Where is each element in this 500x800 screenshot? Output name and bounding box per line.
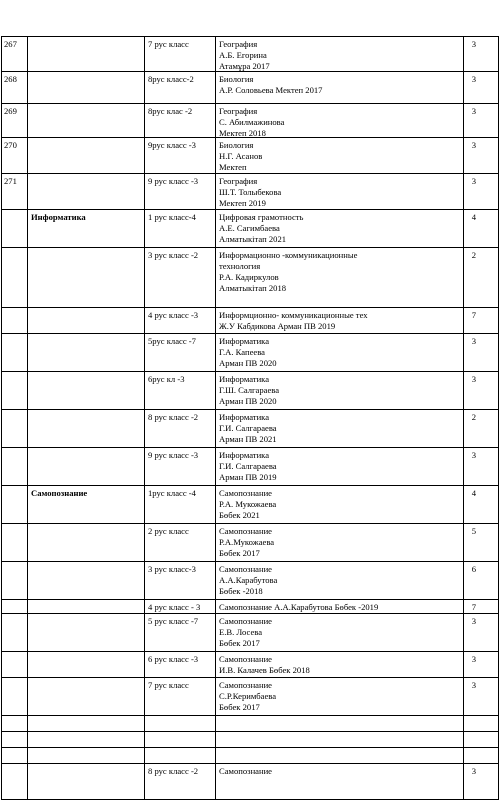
- class-cell: 8 рус класс -2: [145, 764, 216, 799]
- book-line: Информационно -коммуникационные: [219, 250, 358, 260]
- class-cell: 2 рус класс: [145, 524, 216, 561]
- class-cell: 5рус класс -7: [145, 334, 216, 371]
- quantity-cell: 5: [464, 524, 499, 561]
- row-number-cell: [1, 716, 28, 731]
- book-cell: [216, 372, 464, 409]
- class-cell: [145, 716, 216, 731]
- book-line: Цифровая грамотность: [219, 212, 304, 222]
- book-cell: [216, 562, 464, 599]
- row-number-cell: [1, 614, 28, 651]
- book-cell: [216, 308, 464, 333]
- book-line: Информционно- коммуникационные тех: [219, 310, 368, 320]
- quantity-cell: 3: [464, 334, 499, 371]
- table-row: [1, 764, 499, 800]
- book-line: Самопознание: [219, 564, 272, 574]
- section-cell: [28, 732, 145, 747]
- class-cell: [145, 732, 216, 747]
- quantity-cell: 3: [464, 174, 499, 209]
- book-line: С.Р.Керимбаева: [219, 691, 277, 701]
- row-number-cell: [1, 764, 28, 799]
- table-row: [1, 614, 499, 652]
- row-number-cell: 270: [1, 138, 28, 173]
- book-cell: [216, 678, 464, 715]
- quantity-cell: 3: [464, 652, 499, 677]
- section-cell: [28, 138, 145, 173]
- section-cell: [28, 308, 145, 333]
- book-line: География: [219, 106, 258, 116]
- book-cell: [216, 524, 464, 561]
- table-row: [1, 562, 499, 600]
- row-number-cell: [1, 748, 28, 763]
- quantity-cell: 2: [464, 410, 499, 447]
- class-cell: 8рус клас -2: [145, 104, 216, 137]
- table-row: [1, 334, 499, 372]
- book-line: Самопознание: [219, 680, 272, 690]
- book-line: Алматыкітап 2018: [219, 283, 287, 293]
- book-line: Мектеп: [219, 162, 247, 172]
- book-line: Ж.У Кабдикова Арман ПВ 2019: [219, 321, 336, 331]
- class-cell: 9рус класс -3: [145, 138, 216, 173]
- book-line: Арман ПВ 2019: [219, 472, 277, 482]
- class-cell: 4 рус класс -3: [145, 308, 216, 333]
- book-line: Р.А. Мукожаева: [219, 499, 277, 509]
- quantity-cell: 4: [464, 486, 499, 523]
- class-cell: 3 рус класс-3: [145, 562, 216, 599]
- quantity-cell: 3: [464, 448, 499, 485]
- book-cell: [216, 600, 464, 613]
- book-line: Самопознание А.А.Карабутова Бөбек -2019: [219, 602, 379, 612]
- section-cell: [28, 372, 145, 409]
- section-cell: Самопознание: [28, 486, 145, 523]
- section-cell: [28, 562, 145, 599]
- book-line: Мектеп 2018: [219, 128, 266, 137]
- book-line: Информатика: [219, 450, 270, 460]
- book-line: технология: [219, 261, 261, 271]
- quantity-cell: 6: [464, 562, 499, 599]
- row-number-cell: [1, 248, 28, 307]
- book-cell: [216, 37, 464, 71]
- section-cell: [28, 764, 145, 799]
- quantity-cell: 3: [464, 678, 499, 715]
- book-line: А.Е. Сагимбаева: [219, 223, 280, 233]
- book-line: Самопознание: [219, 616, 272, 626]
- row-number-cell: [1, 678, 28, 715]
- table-row: [1, 72, 499, 104]
- book-line: Бөбек 2017: [219, 638, 260, 648]
- table-row: [1, 138, 499, 174]
- table-row: [1, 174, 499, 210]
- quantity-cell: 3: [464, 372, 499, 409]
- class-cell: [145, 748, 216, 763]
- book-line: Г.А. Капеева: [219, 347, 265, 357]
- quantity-cell: [464, 716, 499, 731]
- section-cell: [28, 448, 145, 485]
- table-row: [1, 372, 499, 410]
- book-line: Информатика: [219, 412, 270, 422]
- class-cell: 7 рус класс: [145, 37, 216, 71]
- quantity-cell: 3: [464, 764, 499, 799]
- section-cell: Информатика: [28, 210, 145, 247]
- book-cell: [216, 210, 464, 247]
- class-cell: 8 рус класс -2: [145, 410, 216, 447]
- table-row: [1, 308, 499, 334]
- book-line: Биология: [219, 140, 254, 150]
- section-cell: [28, 614, 145, 651]
- book-cell: [216, 486, 464, 523]
- class-cell: 9 рус класс -3: [145, 174, 216, 209]
- row-number-cell: 267: [1, 37, 28, 71]
- quantity-cell: [464, 732, 499, 747]
- book-cell: [216, 652, 464, 677]
- book-line: Бөбек 2021: [219, 510, 260, 520]
- book-line: Г.И. Салгараева: [219, 461, 277, 471]
- table-row: [1, 104, 499, 138]
- quantity-cell: 7: [464, 308, 499, 333]
- section-cell: [28, 334, 145, 371]
- table-row: [1, 36, 499, 72]
- row-number-cell: [1, 410, 28, 447]
- row-number-cell: [1, 334, 28, 371]
- book-line: Самопознание: [219, 526, 272, 536]
- book-line: Алматыкітап 2021: [219, 234, 287, 244]
- table-row: [1, 210, 499, 248]
- table-row: [1, 748, 499, 764]
- class-cell: 6 рус класс -3: [145, 652, 216, 677]
- book-line: Самопознание: [219, 488, 272, 498]
- row-number-cell: [1, 210, 28, 247]
- table-row: [1, 732, 499, 748]
- book-line: Бөбек 2017: [219, 702, 260, 712]
- table-row: [1, 652, 499, 678]
- table-row: [1, 486, 499, 524]
- book-line: Р.А.Мукожаева: [219, 537, 275, 547]
- section-cell: [28, 524, 145, 561]
- book-line: Р.А. Кадиркулов: [219, 272, 279, 282]
- quantity-cell: [464, 748, 499, 763]
- row-number-cell: [1, 732, 28, 747]
- book-cell: [216, 334, 464, 371]
- row-number-cell: 271: [1, 174, 28, 209]
- book-line: Бөбек -2018: [219, 586, 263, 596]
- section-cell: [28, 652, 145, 677]
- book-cell: [216, 764, 464, 799]
- section-cell: [28, 678, 145, 715]
- book-line: Информатика: [219, 374, 270, 384]
- book-line: Ш.Т. Толыбекова: [219, 187, 282, 197]
- book-cell: [216, 174, 464, 209]
- table-row: [1, 410, 499, 448]
- quantity-cell: 3: [464, 614, 499, 651]
- row-number-cell: [1, 448, 28, 485]
- book-line: Н.Г. Асанов: [219, 151, 263, 161]
- row-number-cell: [1, 524, 28, 561]
- row-number-cell: [1, 562, 28, 599]
- row-number-cell: 269: [1, 104, 28, 137]
- class-cell: 3 рус класс -2: [145, 248, 216, 307]
- book-line: Арман ПВ 2020: [219, 396, 277, 406]
- book-cell: [216, 72, 464, 103]
- book-cell: [216, 732, 464, 747]
- class-cell: 4 рус класс - 3: [145, 600, 216, 613]
- book-line: Самопознание: [219, 654, 272, 664]
- quantity-cell: 3: [464, 37, 499, 71]
- quantity-cell: 2: [464, 248, 499, 307]
- table-row: [1, 678, 499, 716]
- class-cell: 9 рус класс -3: [145, 448, 216, 485]
- book-cell: [216, 748, 464, 763]
- book-cell: [216, 716, 464, 731]
- book-cell: [216, 248, 464, 307]
- book-line: География: [219, 176, 258, 186]
- book-line: Мектеп 2019: [219, 198, 266, 208]
- book-cell: [216, 104, 464, 137]
- table-row: [1, 524, 499, 562]
- section-cell: [28, 72, 145, 103]
- book-line: А.Б. Егорина: [219, 50, 267, 60]
- book-line: Атамұра 2017: [219, 61, 270, 71]
- row-number-cell: [1, 372, 28, 409]
- book-cell: [216, 448, 464, 485]
- book-line: География: [219, 39, 258, 49]
- section-cell: [28, 410, 145, 447]
- book-line: Арман ПВ 2021: [219, 434, 277, 444]
- book-line: Г.И. Салгараева: [219, 423, 277, 433]
- row-number-cell: 268: [1, 72, 28, 103]
- section-cell: [28, 104, 145, 137]
- book-cell: [216, 614, 464, 651]
- book-line: Самопознание: [219, 766, 272, 776]
- book-line: Арман ПВ 2020: [219, 358, 277, 368]
- class-cell: 5 рус класс -7: [145, 614, 216, 651]
- book-cell: [216, 410, 464, 447]
- class-cell: 8рус класс-2: [145, 72, 216, 103]
- section-cell: [28, 37, 145, 71]
- book-line: Е.В. Лосева: [219, 627, 263, 637]
- book-line: С. Абилмажинова: [219, 117, 285, 127]
- table-row: [1, 248, 499, 308]
- book-line: И.В. Калачев Бөбек 2018: [219, 665, 310, 675]
- table-row: [1, 600, 499, 614]
- row-number-cell: [1, 486, 28, 523]
- row-number-cell: [1, 308, 28, 333]
- table-row: [1, 716, 499, 732]
- book-line: Биология: [219, 74, 254, 84]
- section-cell: [28, 248, 145, 307]
- book-line: А.Р. Соловьева Мектеп 2017: [219, 85, 323, 95]
- section-cell: [28, 748, 145, 763]
- quantity-cell: 3: [464, 138, 499, 173]
- book-line: Г.Ш. Салгараева: [219, 385, 280, 395]
- quantity-cell: 4: [464, 210, 499, 247]
- table-row: [1, 448, 499, 486]
- book-line: А.А.Карабутова: [219, 575, 278, 585]
- section-cell: [28, 600, 145, 613]
- quantity-cell: 7: [464, 600, 499, 613]
- quantity-cell: 3: [464, 104, 499, 137]
- row-number-cell: [1, 600, 28, 613]
- quantity-cell: 3: [464, 72, 499, 103]
- class-cell: 7 рус класс: [145, 678, 216, 715]
- book-line: Бөбек 2017: [219, 548, 260, 558]
- class-cell: 6рус кл -3: [145, 372, 216, 409]
- section-cell: [28, 716, 145, 731]
- class-cell: 1рус класс -4: [145, 486, 216, 523]
- book-line: Информатика: [219, 336, 270, 346]
- book-cell: [216, 138, 464, 173]
- class-cell: 1 рус класс-4: [145, 210, 216, 247]
- section-cell: [28, 174, 145, 209]
- row-number-cell: [1, 652, 28, 677]
